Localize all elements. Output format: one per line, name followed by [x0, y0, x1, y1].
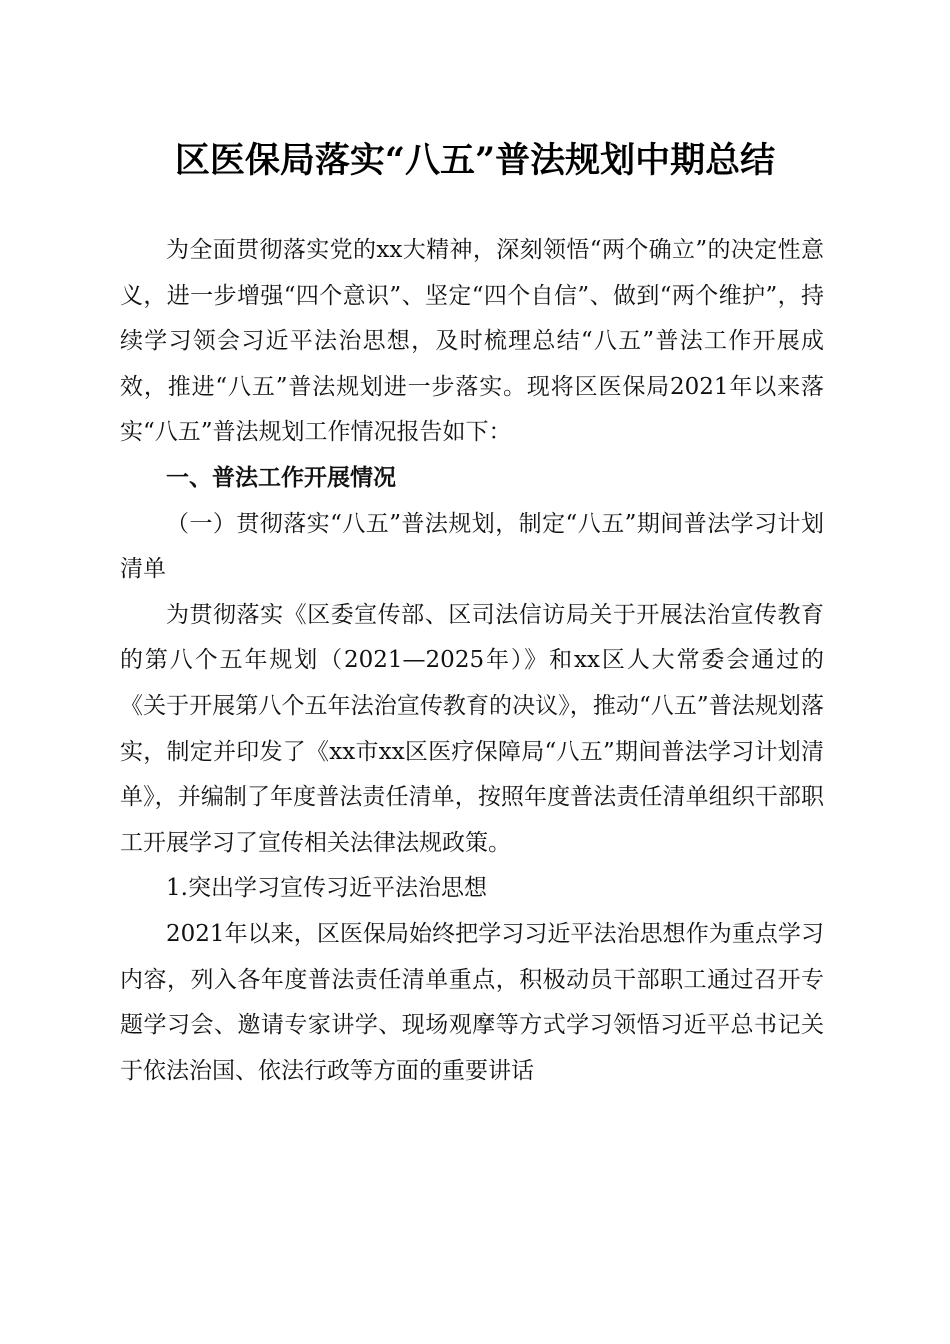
- subsection-heading: （一）贯彻落实“八五”普法规划，制定“八五”期间普法学习计划清单: [120, 510, 824, 583]
- document-title: 区医保局落实“八五”普法规划中期总结: [174, 140, 776, 181]
- body-paragraph: 为贯彻落实《区委宣传部、区司法信访局关于开展法治宣传教育的第八个五年规划（2021—2025年）》和xx区人大常委会通过的《关于开展第八个五年法治宣传教育的决议》，推动“八五”普法规划落实，制定并印发了《xx市xx区医疗保障局“八五”期间普法学习计划清单》，并编制了年度普法责任清单，按照年度普法责任清单组织干部职工开展学习了宣传相关法律法规政策。: [120, 601, 824, 856]
- body-paragraph: 2021年以来，区医保局始终把学习习近平法治思想作为重点学习内容，列入各年度普法责任清单重点，积极动员干部职工通过召开专题学习会、邀请专家讲学、现场观摩等方式学习领悟习近平总书记关于依法治国、依法行政等方面的重要讲话: [120, 920, 824, 1084]
- intro-paragraph: 为全面贯彻落实党的xx大精神，深刻领悟“两个确立”的决定性意义，进一步增强“四个意识”、坚定“四个自信”、做到“两个维护”，持续学习领会习近平法治思想，及时梳理总结“八五”普法工作开展成效，推进“八五”普法规划进一步落实。现将区医保局2021年以来落实“八五”普法规划工作情况报告如下：: [120, 237, 824, 446]
- list-item-heading: 1.突出学习宣传习近平法治思想: [166, 875, 487, 902]
- section-heading: 一、普法工作开展情况: [166, 464, 396, 491]
- document-body: [120, 228, 824, 1094]
